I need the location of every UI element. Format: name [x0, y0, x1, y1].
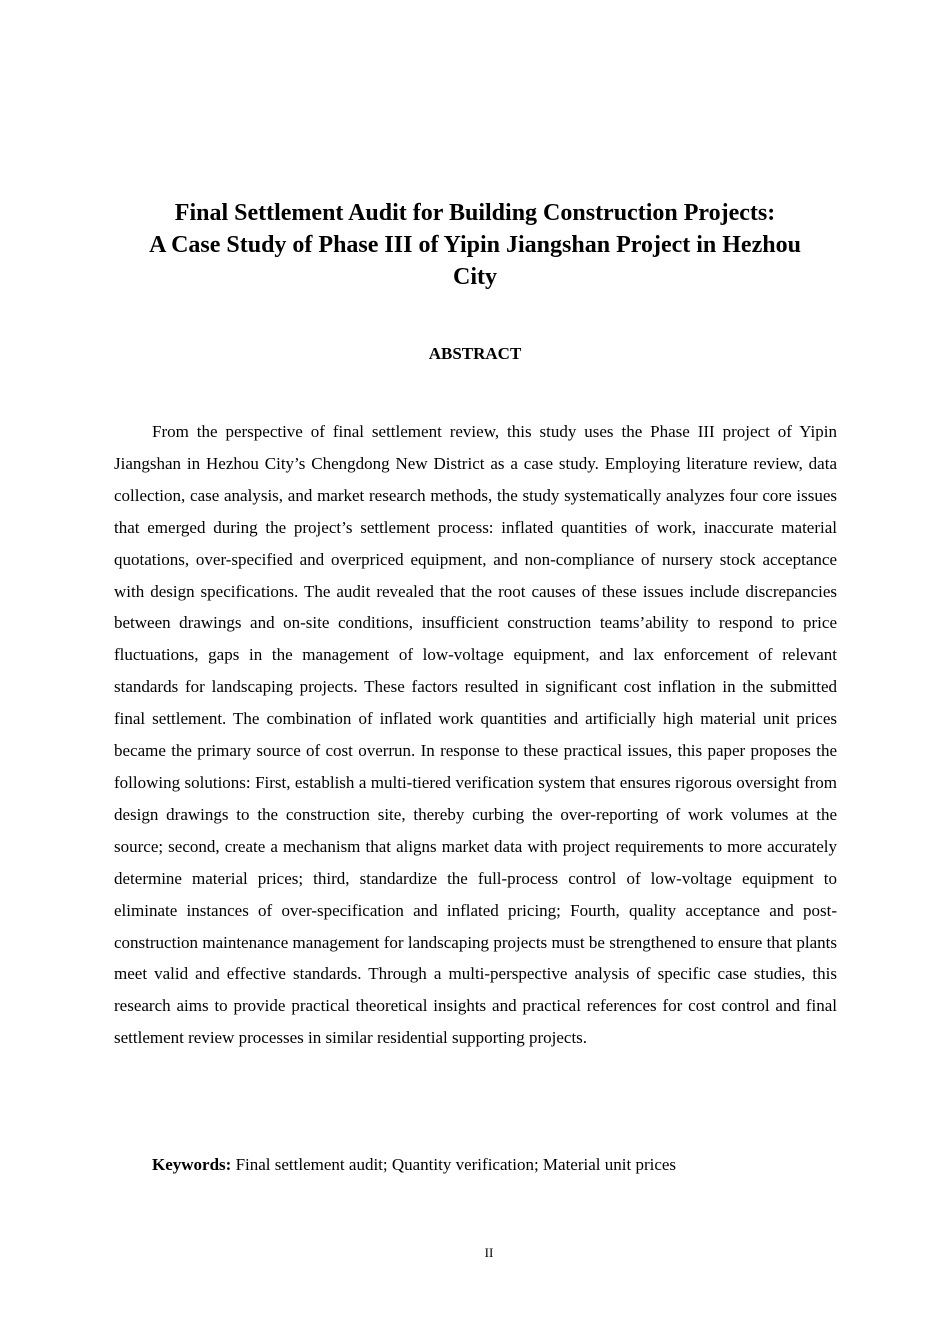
keywords-line [152, 1151, 837, 1179]
abstract-body: From the perspective of final settlement review, this study uses the Phase III project of Yipin Jiangshan in Hezhou City’s Chengdong New District as a case study. Employing literature review, data collection, case analysis, and market research methods, the study systematically analyzes four core issues that emerged during the project’s settlement process: inflated quantities of work, inaccurate material quotations, over-specified and overpriced equipment, and non-compliance of nursery stock acceptance with design specifications. The audit revealed that the root causes of these issues include discrepancies between drawings and on-site conditions, insufficient construction teams’ability to respond to price fluctuations, gaps in the management of low-voltage equipment, and lax enforcement of relevant standards for landscaping projects. These factors resulted in significant cost inflation in the submitted final settlement. The combination of inflated work quantities and artificially high material unit prices became the primary source of cost overrun. In response to these practical issues, this paper proposes the following solutions: First, establish a multi-tiered verification system that ensures rigorous oversight from design drawings to the construction site, thereby curbing the over-reporting of work volumes at the source; second, create a mechanism that aligns market data with project requirements to more accurately determine material prices; third, standardize the full-process control of low-voltage equipment to eliminate instances of over-specification and inflated pricing; Fourth, quality acceptance and post-construction maintenance management for landscaping projects must be strengthened to ensure that plants meet valid and effective standards. Through a multi-perspective analysis of specific case studies, this research aims to provide practical theoretical insights and practical references for cost control and final settlement review processes in similar residential supporting projects. [114, 422, 837, 1048]
paper-title-line-1: Final Settlement Audit for Building Construction Projects: [174, 200, 776, 226]
paper-title-line-3: City [453, 264, 497, 290]
abstract-heading: ABSTRACT [428, 344, 522, 363]
paper-title [100, 197, 850, 293]
keywords-text: Final settlement audit; Quantity verification; Material unit prices [231, 1155, 677, 1174]
page-number: II [484, 1245, 494, 1260]
keywords-label: Keywords: [152, 1155, 232, 1174]
paper-title-line-2: A Case Study of Phase III of Yipin Jiangshan Project in Hezhou [149, 232, 801, 258]
